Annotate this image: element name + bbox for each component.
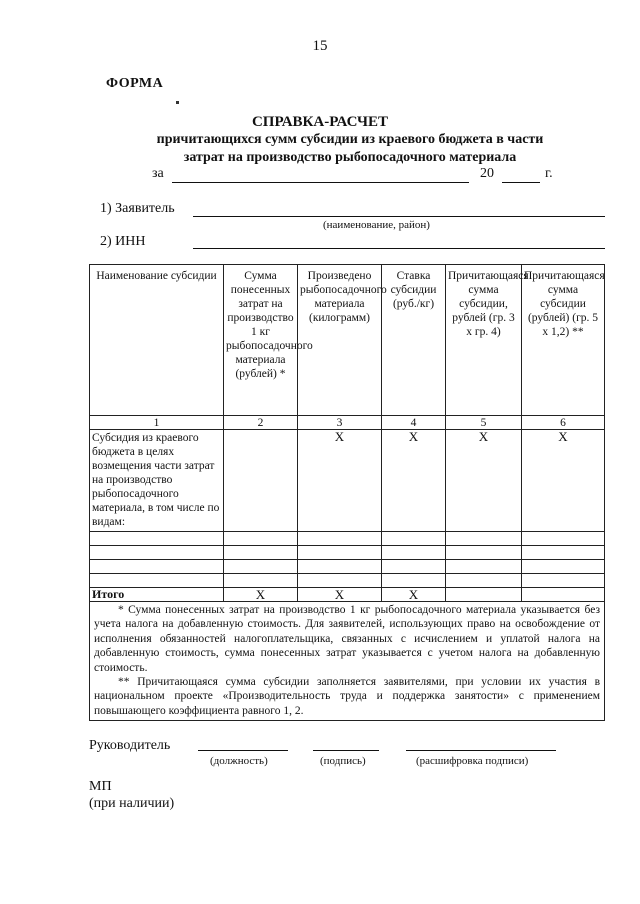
table-cell[interactable] xyxy=(382,560,446,574)
subsidy-table xyxy=(89,264,605,721)
table-cell[interactable] xyxy=(224,532,298,546)
table-cell[interactable] xyxy=(522,546,605,560)
table-cell[interactable] xyxy=(446,532,522,546)
subsidy-row xyxy=(90,430,605,532)
subsidy-cell-amount: X xyxy=(446,430,522,532)
subsidy-row-label: Субсидия из краевого бюджета в целях возмещения части затрат на производство рыбопосадочного материала, в том числе по видам: xyxy=(90,430,224,532)
subtitle-line-1: причитающихся сумм субсидии из краевого бюджета в части xyxy=(156,132,544,147)
total-cell-cost: X xyxy=(224,588,298,602)
column-number: 5 xyxy=(446,416,522,430)
table-row xyxy=(90,546,605,560)
column-number: 6 xyxy=(522,416,605,430)
period-year-suffix: г. xyxy=(545,166,553,181)
applicant-label: 1) Заявитель xyxy=(100,201,175,216)
header-subsidy-name: Наименование субсидии xyxy=(90,265,224,416)
subsidy-cell-cost[interactable] xyxy=(224,430,298,532)
period-prefix: за xyxy=(152,166,164,181)
table-cell[interactable] xyxy=(298,574,382,588)
header-rate: Ставка субсидии (руб./кг) xyxy=(382,265,446,416)
header-amount-due-coef: Причитающаяся сумма субсидии (рублей) (гр. 5 х 1,2) ** xyxy=(522,265,605,416)
table-cell[interactable] xyxy=(298,560,382,574)
position-field[interactable] xyxy=(198,750,288,751)
table-cell[interactable] xyxy=(382,574,446,588)
total-cell-amount-coef[interactable] xyxy=(522,588,605,602)
table-cell[interactable] xyxy=(90,532,224,546)
table-row xyxy=(90,532,605,546)
table-header-row xyxy=(90,265,605,416)
table-cell[interactable] xyxy=(90,546,224,560)
signature-label: Руководитель xyxy=(89,738,171,753)
notes-row xyxy=(90,602,605,721)
document-subtitle xyxy=(0,131,640,167)
header-cost-per-kg: Сумма понесенных затрат на производство 1 кг рыбопосадочного материала (рублей) * xyxy=(224,265,298,416)
column-number-row xyxy=(90,416,605,430)
table-cell[interactable] xyxy=(90,560,224,574)
form-label: ФОРМА xyxy=(106,76,164,91)
table-cell[interactable] xyxy=(224,546,298,560)
total-row xyxy=(90,588,605,602)
table-cell[interactable] xyxy=(382,546,446,560)
total-cell-rate: X xyxy=(382,588,446,602)
period-year-field[interactable] xyxy=(502,182,540,183)
period-year-prefix: 20 xyxy=(480,166,494,181)
column-number: 4 xyxy=(382,416,446,430)
subsidy-cell-produced: X xyxy=(298,430,382,532)
table-cell[interactable] xyxy=(224,574,298,588)
applicant-hint: (наименование, район) xyxy=(323,219,430,231)
sign-field[interactable] xyxy=(313,750,379,751)
table-row xyxy=(90,560,605,574)
document-title: СПРАВКА-РАСЧЕТ xyxy=(251,114,389,130)
position-caption: (должность) xyxy=(210,755,268,767)
table-cell[interactable] xyxy=(90,574,224,588)
total-cell-amount[interactable] xyxy=(446,588,522,602)
table-cell[interactable] xyxy=(446,546,522,560)
inn-label: 2) ИНН xyxy=(100,234,146,249)
table-row xyxy=(90,574,605,588)
subsidy-cell-amount-coef: X xyxy=(522,430,605,532)
table-cell[interactable] xyxy=(298,532,382,546)
footnote-2: ** Причитающаяся сумма субсидии заполняется заявителями, при условии их участия в национальном проекте «Производительность труда и поддержка занятости» с применением повышающего коэффициента равного 1, 2. xyxy=(94,676,600,717)
table-cell[interactable] xyxy=(446,574,522,588)
column-number: 1 xyxy=(90,416,224,430)
table-cell[interactable] xyxy=(224,560,298,574)
footnote-1: * Сумма понесенных затрат на производство 1 кг рыбопосадочного материала указывается без учета налога на добавленную стоимость. Для заявителей, использующих право на освобождение от исполнения обязанностей налогоплательщика, связанных с исчислением и уплатой налога на добавленную стоимость, сумма понесенных затрат указывается с учетом налога на добавленную стоимость. xyxy=(94,604,600,674)
decoding-caption: (расшифровка подписи) xyxy=(416,755,529,767)
total-cell-produced: X xyxy=(298,588,382,602)
table-cell[interactable] xyxy=(446,560,522,574)
decoding-field[interactable] xyxy=(406,750,556,751)
applicant-field[interactable] xyxy=(193,216,605,217)
column-number: 3 xyxy=(298,416,382,430)
table-cell[interactable] xyxy=(522,574,605,588)
table-cell[interactable] xyxy=(298,546,382,560)
period-field[interactable] xyxy=(172,182,469,183)
sign-caption: (подпись) xyxy=(320,755,366,767)
header-produced-kg: Произведено рыбопосадочного материала (килограмм) xyxy=(298,265,382,416)
inn-field[interactable] xyxy=(193,248,605,249)
stamp-label: МП xyxy=(89,779,112,794)
total-row-label: Итого xyxy=(90,588,224,602)
column-number: 2 xyxy=(224,416,298,430)
stamp-note: (при наличии) xyxy=(89,796,175,811)
table-cell[interactable] xyxy=(522,532,605,546)
table-cell[interactable] xyxy=(382,532,446,546)
subtitle-line-2: затрат на производство рыбопосадочного материала xyxy=(183,150,517,165)
header-amount-due: Причитающаяся сумма субсидии, рублей (гр. 3 х гр. 4) xyxy=(446,265,522,416)
scan-mark xyxy=(176,101,179,104)
footnotes xyxy=(90,602,605,721)
subsidy-cell-rate: X xyxy=(382,430,446,532)
page-number: 15 xyxy=(312,38,328,54)
table-cell[interactable] xyxy=(522,560,605,574)
